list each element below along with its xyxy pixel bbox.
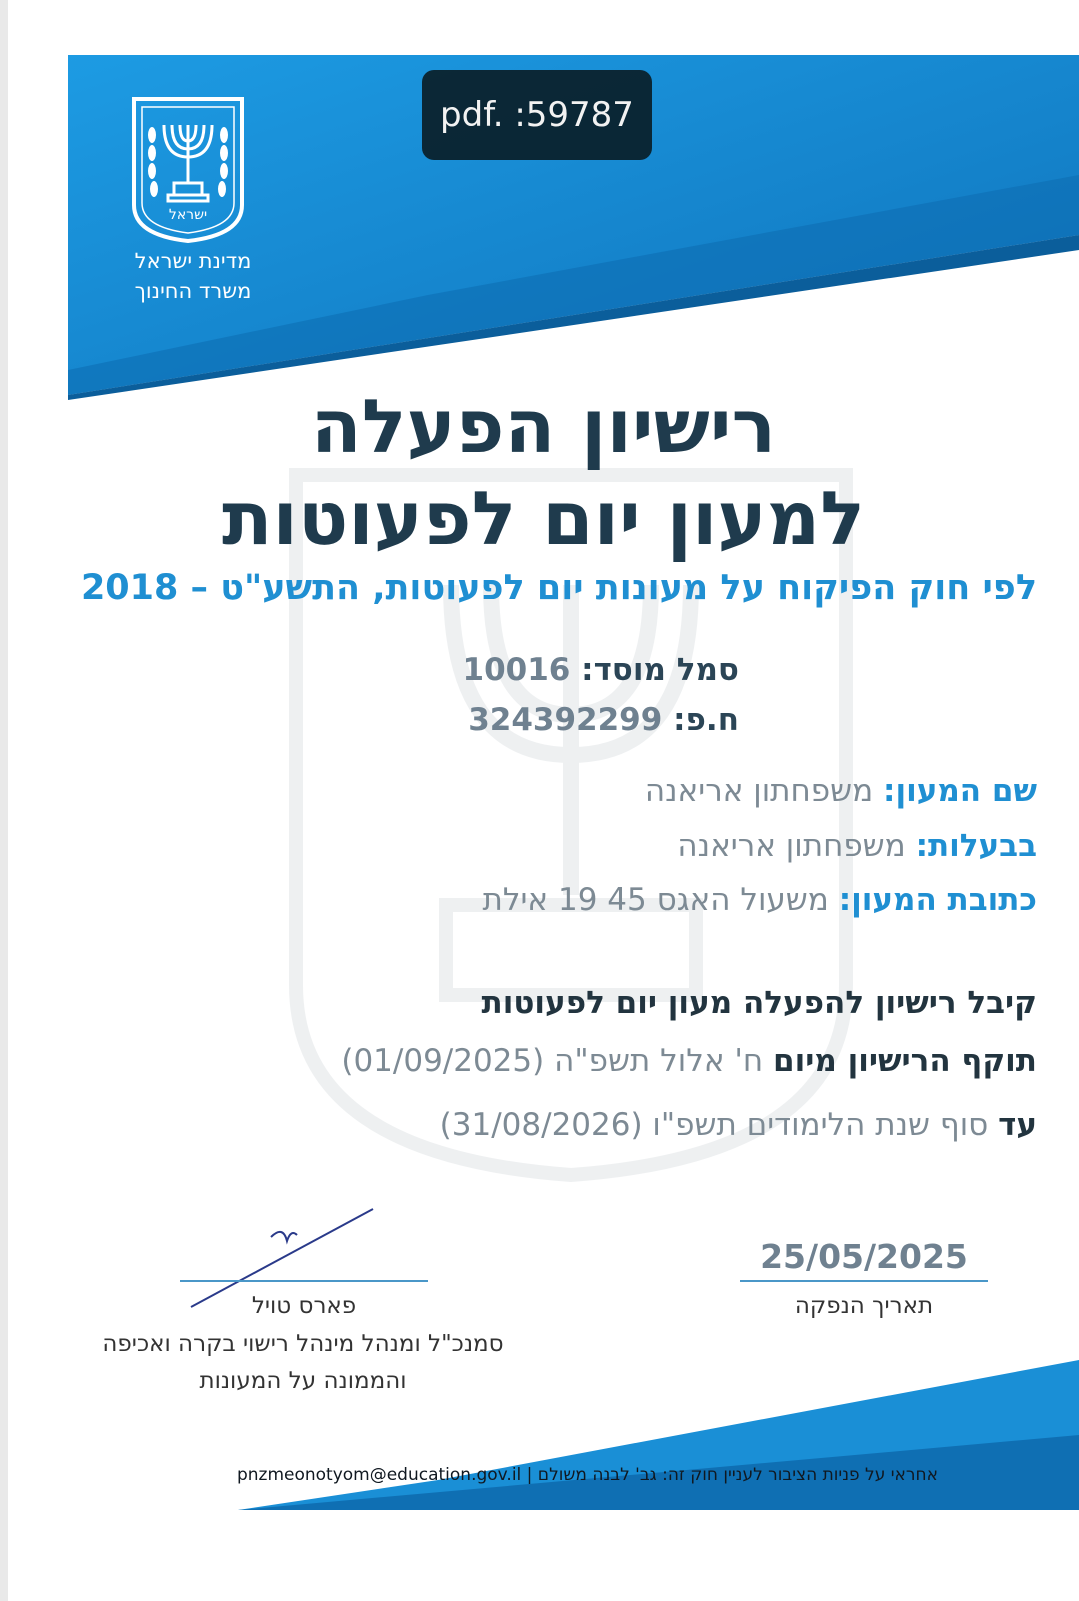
until-label: עד (998, 1107, 1037, 1143)
license-received (482, 985, 1037, 1021)
daycare-name-value: משפחתון אריאנה (644, 773, 874, 809)
date-line (740, 1280, 988, 1282)
license-until (440, 1107, 1037, 1143)
footer-band (8, 1340, 1079, 1520)
address-value: משעול האגס 45 19 אילת (482, 882, 829, 918)
pdf-badge[interactable]: pdf. :59787 (422, 70, 652, 160)
title-line-1: רישיון הפעלה (310, 384, 777, 470)
emblem-caption (108, 246, 278, 306)
company-number (468, 702, 739, 738)
menorah-emblem-icon (128, 95, 248, 245)
company-number-value: 324392299 (468, 702, 663, 738)
law-reference: לפי חוק הפיקוח על מעונות יום לפעוטות, התשע"ט – 2018 (80, 568, 1037, 608)
daycare-name-label: שם המעון: (883, 773, 1037, 809)
signer-role-line-2: והממונה על המעונות (199, 1368, 407, 1394)
owner (677, 828, 1037, 864)
institution-code-value: 10016 (462, 652, 571, 688)
license-validity (341, 1043, 1037, 1079)
state-name: מדינת ישראל (134, 249, 252, 273)
owner-value: משפחתון אריאנה (677, 828, 906, 864)
validity-label: תוקף הרישיון מיום (773, 1043, 1037, 1079)
emblem-inscription: ישראל (168, 207, 208, 223)
license-received-text: קיבל רישיון להפעלה מעון יום לפעוטות (481, 985, 1037, 1021)
owner-label: בבעלות: (915, 828, 1037, 864)
institution-code-label: סמל מוסד: (581, 652, 739, 688)
address (482, 882, 1037, 918)
footer-contact[interactable]: אחראי על פניות הציבור לעניין חוק זה: גב' לבנה משולם | pnzmeonotyom@education.gov.il (236, 1465, 938, 1485)
signature-line (180, 1280, 428, 1282)
company-number-label: ח.פ: (673, 702, 739, 738)
validity-value: ח' אלול תשפ"ה (01/09/2025) (341, 1043, 764, 1079)
address-label: כתובת המעון: (838, 882, 1037, 918)
signer-name: פארס טויל (251, 1293, 357, 1319)
signer-role-line-1: סמנכ"ל ומנהל מינהל רישוי בקרה ואכיפה (102, 1331, 504, 1357)
issue-date-value: 25/05/2025 (760, 1237, 968, 1276)
ministry-name: משרד החינוך (134, 279, 252, 303)
title-line-2: למעון יום לפעוטות (222, 476, 865, 562)
until-value: סוף שנת הלימודים תשפ"ו (31/08/2026) (439, 1107, 989, 1143)
license-document (8, 0, 1079, 1601)
institution-code (463, 652, 739, 688)
issue-date-label: תאריך הנפקה (794, 1293, 934, 1319)
daycare-name (645, 773, 1037, 809)
